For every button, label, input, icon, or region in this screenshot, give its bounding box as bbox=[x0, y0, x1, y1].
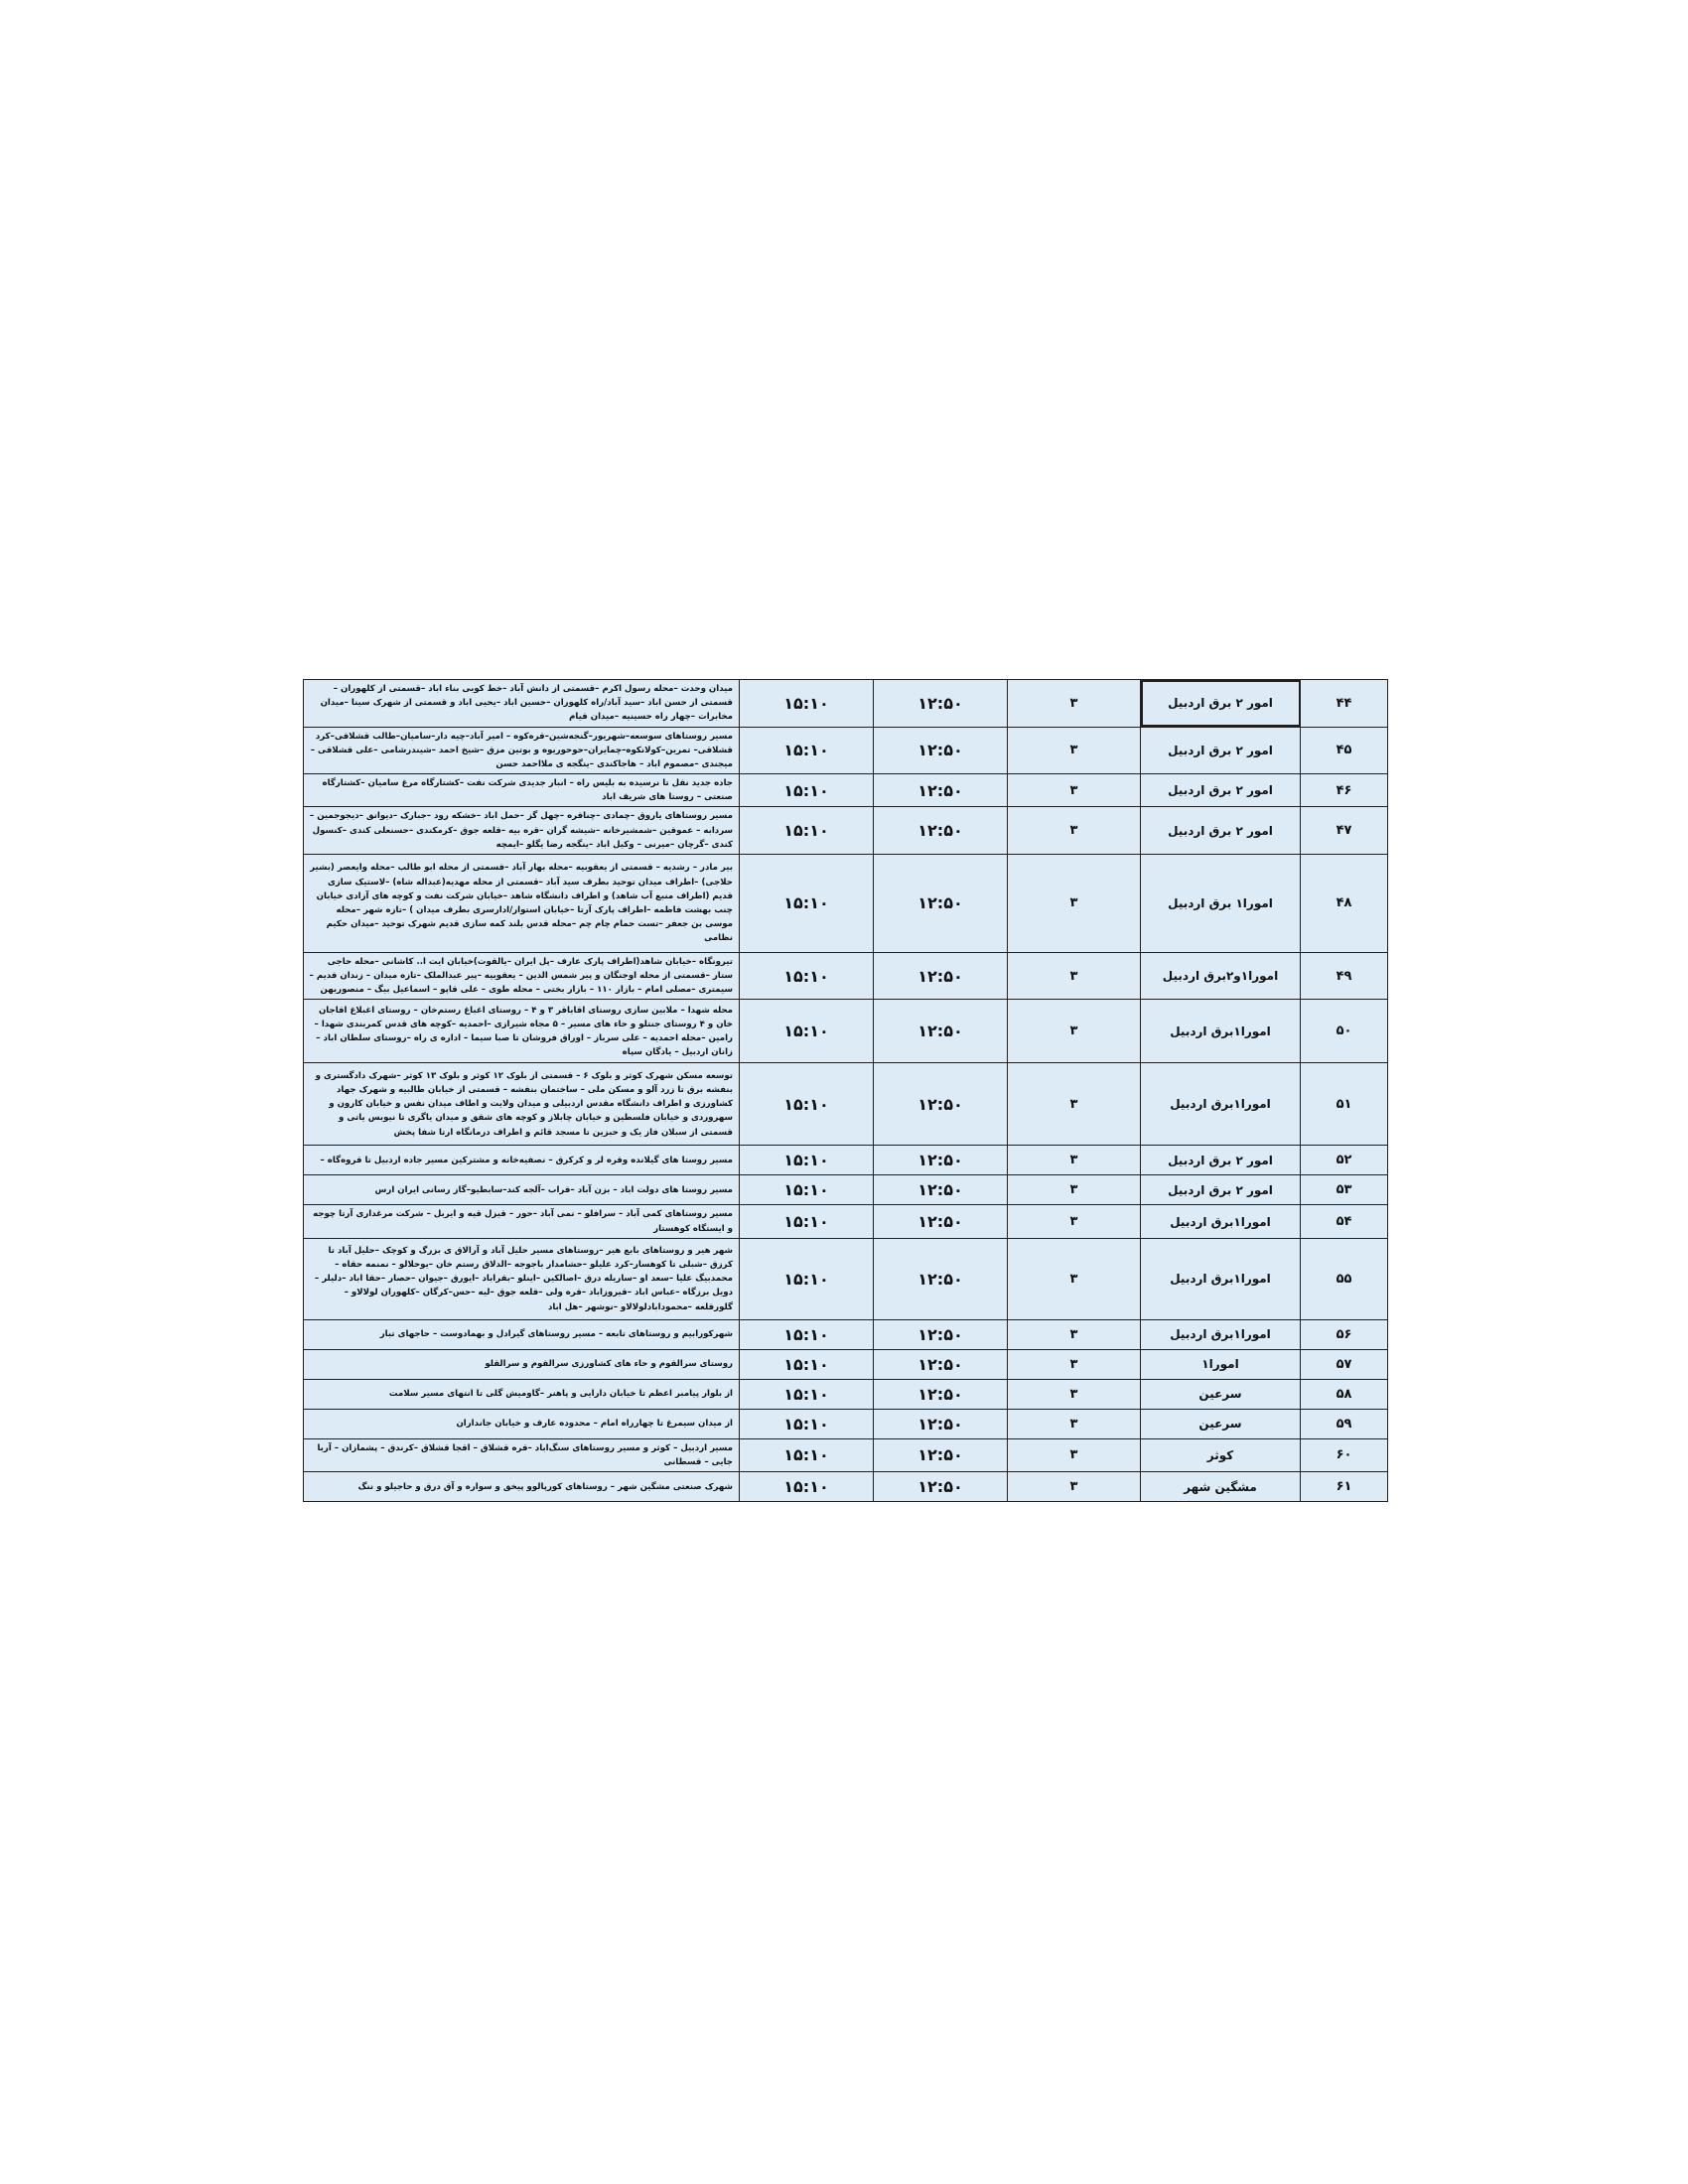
row-level: ۳ bbox=[1008, 1409, 1141, 1438]
row-end-time: ۱۵:۱۰ bbox=[740, 1238, 874, 1319]
table-row bbox=[304, 1175, 1388, 1205]
row-start-time: ۱۲:۵۰ bbox=[874, 1379, 1008, 1409]
row-end-time: ۱۵:۱۰ bbox=[740, 1205, 874, 1238]
row-level: ۳ bbox=[1008, 854, 1141, 952]
row-level: ۳ bbox=[1008, 1349, 1141, 1379]
row-area: سرعین bbox=[1141, 1409, 1301, 1438]
outage-schedule-table bbox=[303, 679, 1388, 1502]
row-description: جاده جدید نقل تا نرسیده به بلیس راه – انبار جدیدی شرکت نفت –کشتارگاه مرغ سامیان –کشتارگاه صنعتی – روستا های شریف اباد bbox=[304, 774, 740, 807]
row-start-time: ۱۲:۵۰ bbox=[874, 1438, 1008, 1471]
row-description: مسیر روستاهای کمی آباد – سرافلو – نمی آباد –حور – قیزل قیه و ایربل – شرکت مرغداری آرتا چوجه و ایستگاه کوهستار bbox=[304, 1205, 740, 1238]
row-description: محله شهدا – ملابین سازی روستای اقاباقر ۳ و ۴ – روستای اغباغ رستم‌خان – روستای اغبلاغ اقاجان خان و ۴ روستای جنتلو و حاء های مسیر – ۵ مجاه شیرازی –احمدیه –کوچه های قدس کمربندی شهدا –رامین –محله احمدیه – علی سرباز – اوراق فروشان تا صبا سیما – اداره ی راه –روستای سلطان اباد –زانان اردبیل – یادگان سپاه bbox=[304, 1000, 740, 1063]
row-number: ۶۰ bbox=[1301, 1438, 1388, 1471]
row-end-time: ۱۵:۱۰ bbox=[740, 1000, 874, 1063]
row-end-time: ۱۵:۱۰ bbox=[740, 1438, 874, 1471]
row-level: ۳ bbox=[1008, 807, 1141, 855]
row-number: ۶۱ bbox=[1301, 1472, 1388, 1502]
row-level: ۳ bbox=[1008, 774, 1141, 807]
row-level: ۳ bbox=[1008, 727, 1141, 774]
row-end-time: ۱۵:۱۰ bbox=[740, 1472, 874, 1502]
table-row bbox=[304, 1238, 1388, 1319]
row-level: ۳ bbox=[1008, 1438, 1141, 1471]
row-level: ۳ bbox=[1008, 1146, 1141, 1175]
row-area: مشگین شهر bbox=[1141, 1472, 1301, 1502]
row-area: امور ۲ برق اردبیل bbox=[1141, 680, 1301, 728]
row-number: ۵۹ bbox=[1301, 1409, 1388, 1438]
row-end-time: ۱۵:۱۰ bbox=[740, 1349, 874, 1379]
row-description: مسیر روستا های گیلانده وقره لر و کرکرق – نصفیه‌خانه و مشترکین مسیر جاده اردبیل تا قروه‌گاه – bbox=[304, 1146, 740, 1175]
schedule-rows bbox=[304, 680, 1388, 1502]
row-start-time: ۱۲:۵۰ bbox=[874, 1472, 1008, 1502]
row-description: تیرونگاه –خیابان شاهد(اطراف پارک عارف –پل ایران –یالقوت)خیابان ایت ا.. کاشانی –محله حاجی ستار –قسمتی از محله اوجنگان و پیر شمس الدین – یعقوبیه –پیر عبدالملک –تازه میدان – زندان قدیم –سیمتری –مصلی امام – بازار ۱۱۰ – بازار بختی – محله طوی – علی قاپو – اسماعیل بیگ – منصوریهن bbox=[304, 952, 740, 1000]
row-area: امورا۱برق اردبیل bbox=[1141, 1000, 1301, 1063]
row-start-time: ۱۲:۵۰ bbox=[874, 774, 1008, 807]
row-description: شهرکورابیم و روستاهای تابعه – مسیر روستاهای گیرادل و بهمادوست – حاجهای تبار bbox=[304, 1319, 740, 1349]
row-number: ۴۸ bbox=[1301, 854, 1388, 952]
row-start-time: ۱۲:۵۰ bbox=[874, 1349, 1008, 1379]
table-row bbox=[304, 1379, 1388, 1409]
row-end-time: ۱۵:۱۰ bbox=[740, 952, 874, 1000]
row-level: ۳ bbox=[1008, 952, 1141, 1000]
row-start-time: ۱۲:۵۰ bbox=[874, 1319, 1008, 1349]
table-row bbox=[304, 1146, 1388, 1175]
row-end-time: ۱۵:۱۰ bbox=[740, 1146, 874, 1175]
row-description: میدان وحدت –محله رسول اکرم –قسمتی از دانش آباد –خط کوبی بناء اباد –قسمتی از کلهوران –قسمتی از حسن اباد –سید آباد/راه کلهوران –حسین اباد –یحیی اباد و قسمتی از شهرک سینا –میدان مخابرات –چهار راه حسینیه –میدان قیام bbox=[304, 680, 740, 728]
row-area: امورا۱و۲برق اردبیل bbox=[1141, 952, 1301, 1000]
row-area: امورا۱برق اردبیل bbox=[1141, 1319, 1301, 1349]
row-start-time: ۱۲:۵۰ bbox=[874, 1000, 1008, 1063]
row-start-time: ۱۲:۵۰ bbox=[874, 1238, 1008, 1319]
row-number: ۵۸ bbox=[1301, 1379, 1388, 1409]
row-number: ۴۵ bbox=[1301, 727, 1388, 774]
table-row bbox=[304, 1000, 1388, 1063]
row-start-time: ۱۲:۵۰ bbox=[874, 1409, 1008, 1438]
row-number: ۴۴ bbox=[1301, 680, 1388, 728]
row-end-time: ۱۵:۱۰ bbox=[740, 1409, 874, 1438]
row-area: امور ۲ برق اردبیل bbox=[1141, 727, 1301, 774]
row-description: مسیر روستاهای یاروق –چمادی –چناقره –چهل گز –حمل اباد –خشکه رود –جبارک –دیوانق –دیجوجمین –سردابه – عموقین –شمشیرخانه –شیشه گران –قره بیه –قلعه جوق –کرمکندی –حسنعلی کندی –کنسول کندی –گرچان –میرنی – وکیل اباد –ینگجه رضا یگلو –ایمچه bbox=[304, 807, 740, 855]
table-row bbox=[304, 1438, 1388, 1471]
row-start-time: ۱۲:۵۰ bbox=[874, 1146, 1008, 1175]
row-end-time: ۱۵:۱۰ bbox=[740, 680, 874, 728]
row-area: امورا۱برق اردبیل bbox=[1141, 1238, 1301, 1319]
row-area: امورا۱برق اردبیل bbox=[1141, 1063, 1301, 1146]
row-start-time: ۱۲:۵۰ bbox=[874, 807, 1008, 855]
table-row bbox=[304, 727, 1388, 774]
row-level: ۳ bbox=[1008, 1472, 1141, 1502]
row-description: توسعه مسکن شهرک کوثر و بلوک ۶ – قسمتی از بلوک ۱۲ کوثر و بلوک ۱۳ کوثر –شهرک دادگستری و بنفشه برق تا زرد آلو و مسکن ملی – ساختمان بنفشه – قسمتی از خیابان طالبیه و شهرک جهاد کشاورزی و اطراف دانشگاه مقدس اردبیلی و میدان ولایت و اطاف میدان نفس و خیابان کارون و سهروردی و خیابان فلسطین و خیابان چابلاز و کوچه های شقق و میدان یاگری تا نیوبس یاتی و قسمتی از سبلان فاز یک و حبزین تا مسجد قائم و اطراف درمانگاه ارتا شفا پخش bbox=[304, 1063, 740, 1146]
row-end-time: ۱۵:۱۰ bbox=[740, 1063, 874, 1146]
row-area: امور ۲ برق اردبیل bbox=[1141, 774, 1301, 807]
row-area: امورا۱ برق اردبیل bbox=[1141, 854, 1301, 952]
row-description: روستای سرالقوم و حاء های کشاورزی سرالقوم و سرالقلو bbox=[304, 1349, 740, 1379]
row-level: ۳ bbox=[1008, 1319, 1141, 1349]
row-number: ۴۷ bbox=[1301, 807, 1388, 855]
row-area: امور ۲ برق اردبیل bbox=[1141, 1175, 1301, 1205]
table-row bbox=[304, 1472, 1388, 1502]
row-end-time: ۱۵:۱۰ bbox=[740, 774, 874, 807]
row-description: شهرک صنعتی مشگین شهر – روستاهای کورپالوو پیخق و سواره و آق درق و حاجیلو و ننگ bbox=[304, 1472, 740, 1502]
row-area: امورا۱ bbox=[1141, 1349, 1301, 1379]
row-level: ۳ bbox=[1008, 680, 1141, 728]
row-start-time: ۱۲:۵۰ bbox=[874, 680, 1008, 728]
row-end-time: ۱۵:۱۰ bbox=[740, 1319, 874, 1349]
row-area: امور ۲ برق اردبیل bbox=[1141, 807, 1301, 855]
table-row bbox=[304, 854, 1388, 952]
row-area: کوثر bbox=[1141, 1438, 1301, 1471]
row-number: ۵۶ bbox=[1301, 1319, 1388, 1349]
row-number: ۴۶ bbox=[1301, 774, 1388, 807]
table-row bbox=[304, 952, 1388, 1000]
row-end-time: ۱۵:۱۰ bbox=[740, 807, 874, 855]
row-area: امورا۱برق اردبیل bbox=[1141, 1205, 1301, 1238]
table-row bbox=[304, 1409, 1388, 1438]
row-description: شهر هیر و روستاهای بابع هیر –روستاهای مسیر حلیل آباد و آرالاق ی بزرگ و کوچک –حلیل آباد تا کرزق –شبلی تا کوهسار–کرد علیلو –حشامدار باجوجه –الدلاق رستم خان –یوحلالو – نمنمه حقاه –محمدبیگ علیا –سعد او –ساریله درق –اصالکین –اینلو –بقراباد –ایورق –جیوان –حصار –حقا اباد –دلیلر –دویل برزگاه –عباس اباد –قیروزاباد –قره ولی –قلعه جوق –لیه –حس–کرگان –کلهوران لولالاو –گلورقلعه –محمودابادلولالاو –نوشهر –هل اباد bbox=[304, 1238, 740, 1319]
table-row bbox=[304, 774, 1388, 807]
row-level: ۳ bbox=[1008, 1063, 1141, 1146]
row-description: مسیر روستا های دولت اباد – بزن آباد –قراب –آلجه کند–سابطیو–گاز رسانی ایران ارس bbox=[304, 1175, 740, 1205]
row-number: ۵۵ bbox=[1301, 1238, 1388, 1319]
row-number: ۴۹ bbox=[1301, 952, 1388, 1000]
table-row bbox=[304, 1205, 1388, 1238]
row-description: از میدان سیمرغ تا چهارراه امام – محدوده عارف و خیابان جانداران bbox=[304, 1409, 740, 1438]
table-row bbox=[304, 1319, 1388, 1349]
table-row bbox=[304, 807, 1388, 855]
row-level: ۳ bbox=[1008, 1379, 1141, 1409]
table-row bbox=[304, 1063, 1388, 1146]
row-area: امور ۲ برق اردبیل bbox=[1141, 1146, 1301, 1175]
row-number: ۵۳ bbox=[1301, 1175, 1388, 1205]
row-description: مسیر اردبیل – کوثر و مسیر روستاهای سنگ‌اباد –قره قشلاق – اقجا قشلاق –کرندق – پشمازان – آربا جایی – قسطانی bbox=[304, 1438, 740, 1471]
row-number: ۵۰ bbox=[1301, 1000, 1388, 1063]
row-start-time: ۱۲:۵۰ bbox=[874, 1063, 1008, 1146]
row-start-time: ۱۲:۵۰ bbox=[874, 1175, 1008, 1205]
row-level: ۳ bbox=[1008, 1000, 1141, 1063]
row-end-time: ۱۵:۱۰ bbox=[740, 1379, 874, 1409]
row-end-time: ۱۵:۱۰ bbox=[740, 727, 874, 774]
row-number: ۵۷ bbox=[1301, 1349, 1388, 1379]
row-start-time: ۱۲:۵۰ bbox=[874, 854, 1008, 952]
row-start-time: ۱۲:۵۰ bbox=[874, 727, 1008, 774]
row-start-time: ۱۲:۵۰ bbox=[874, 1205, 1008, 1238]
row-area: سرعین bbox=[1141, 1379, 1301, 1409]
row-level: ۳ bbox=[1008, 1238, 1141, 1319]
row-level: ۳ bbox=[1008, 1205, 1141, 1238]
row-end-time: ۱۵:۱۰ bbox=[740, 1175, 874, 1205]
row-description: مسیر روستاهای سوسعه–شهریور–گنجه‌شین–قره‌کوه – امیر آباد–چیه دار–سامیان–طالب قشلاقی–کرد قشلاقی– تمرین–کولانکوه–چمایران–حوحوریوه و بوتین مزق –شیخ احمد –شیندرشامی –علی قشلاقی –میجندی –مصموم اباد – هاجاکندی –ینگجه ی ملااحمد حسن bbox=[304, 727, 740, 774]
outage-schedule-sheet bbox=[303, 679, 1361, 1502]
table-row bbox=[304, 1349, 1388, 1379]
row-number: ۵۴ bbox=[1301, 1205, 1388, 1238]
row-number: ۵۲ bbox=[1301, 1146, 1388, 1175]
row-description: بیر مادر – رشدیه – قسمتی از یعقوبیه –محله بهار آباد –قسمتی از محله ابو طالب –محله وایعصر (بشیر حلاجی) –اطراف میدان توحید بطرف سید آباد –قسمتی از محله مهدیه(عبداله شاه) –لاستیک سازی قدیم (اطراف منبع آب شاهد) و اطراف دانشگاه شاهد –خیابان شرکت نفت و کوچه های آزادی خیابان چنب بهشت فاطمه –اطراف پارک آرتا –خیابان استوار/ادارسری بطرف میدان ) –تازه شهر –محله موسی بن جعفر –تست حمام چام چم –محله قدس بلند کمه سازی قدیم شهرک توحید –میدان حکیم نظامی bbox=[304, 854, 740, 952]
row-end-time: ۱۵:۱۰ bbox=[740, 854, 874, 952]
row-start-time: ۱۲:۵۰ bbox=[874, 952, 1008, 1000]
table-row bbox=[304, 680, 1388, 728]
row-level: ۳ bbox=[1008, 1175, 1141, 1205]
row-number: ۵۱ bbox=[1301, 1063, 1388, 1146]
row-description: از بلوار پیامبر اعظم تا خیابان دارایی و پاهنر –گاومیش گلی تا انتهای مسیر سلامت bbox=[304, 1379, 740, 1409]
